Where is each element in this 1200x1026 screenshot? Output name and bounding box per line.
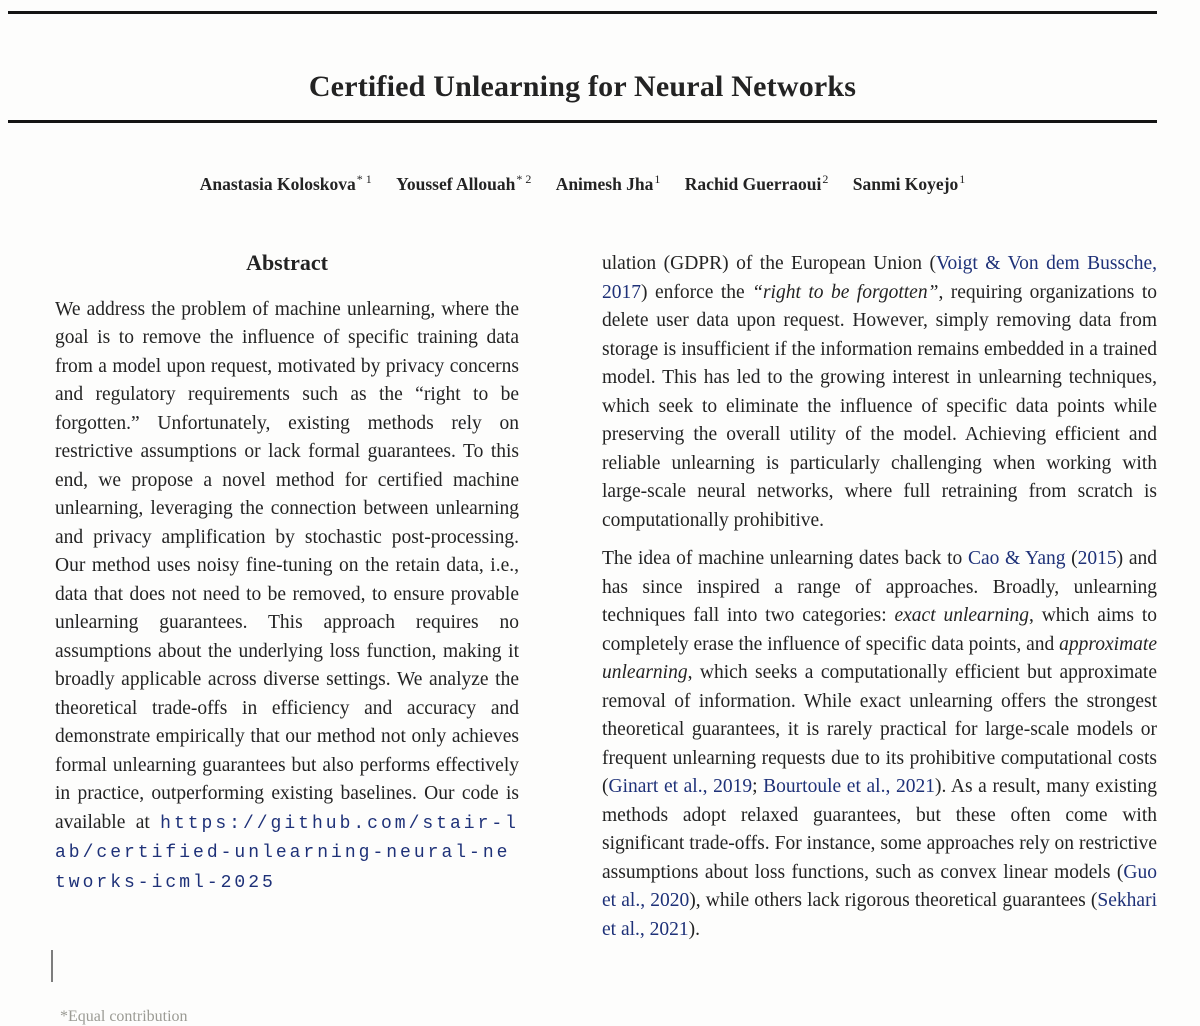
text-segment: ), while others lack rigorous theoretical guarantees (: [689, 890, 1098, 911]
text-segment: The idea of machine unlearning dates back to: [602, 548, 968, 569]
author-superscript: * 1: [356, 172, 372, 187]
text-segment: exact unlearning: [894, 605, 1030, 626]
text-segment: ;: [752, 776, 764, 797]
code-repository-link[interactable]: https://github.com/stair-lab/certified-unlearning-neural-networks-icml-2025: [55, 813, 519, 893]
author-superscript: * 2: [516, 172, 532, 187]
text-segment: , which aims to completely erase the influence of specific data points, and: [602, 605, 1158, 655]
paper-title: Certified Unlearning for Neural Networks: [308, 70, 857, 104]
text-segment: ). As a result, many existing methods adopt relaxed guarantees, but these often come with significant trade-offs. For instance, some approaches rely on restrictive assumptions about loss functions, such as convex linear models (: [602, 776, 1157, 883]
author-superscript: 2: [822, 172, 829, 187]
citation-partial-clipped[interactable]: Sekhari et al., 2021: [602, 890, 1157, 940]
abstract-heading: Abstract: [246, 250, 328, 275]
text-segment: approximate unlearning: [602, 633, 1157, 683]
author-name: Youssef Allouah: [396, 174, 516, 194]
citation-cao-yang-year[interactable]: 2015: [1077, 548, 1117, 569]
author-name: Animesh Jha: [555, 174, 654, 194]
text-segment: ).: [688, 918, 701, 940]
citation-guo-2020[interactable]: Guo et al., 2020: [602, 861, 1157, 911]
author-superscript: 1: [654, 172, 661, 187]
author-5: [853, 174, 966, 194]
text-segment: (: [1065, 548, 1078, 569]
citation-voigt-von-dem-bussche-2017[interactable]: Voigt & Von dem Bussche, 2017: [602, 253, 1157, 303]
authors-row: [8, 174, 1157, 195]
author-4: [685, 174, 829, 194]
text-segment: We address the problem of machine unlearning, where the goal is to remove the influence of specific training data from a model upon request, motivated by privacy concerns and regulatory requirements such as the “right to be forgotten.” Unfortunately, existing methods rely on restrictive assumptions or lack formal guarantees. To this end, we propose a novel method for certified machine unlearning, leveraging the connection between unlearning and privacy amplification by stochastic post-processing. Our method uses noisy fine-tuning on the retain data, i.e., data that does not need to be removed, to ensure provable unlearning guarantees. This approach requires no assumptions about the underlying loss function, making it broadly applicable across diverse settings. We analyze the theoretical trade-offs in efficiency and accuracy and demonstrate empirically that our method not only achieves formal unlearning guarantees but also performs effectively in practice, outperforming existing baselines. Our code is available at: [55, 298, 519, 833]
author-name: Sanmi Koyejo: [852, 174, 959, 194]
text-segment: , requiring organizations to delete user data upon request. However, simply removing data from storage is insufficient if the information remains embedded in a trained model. This has led to the growing interest in unlearning techniques, which seek to eliminate the influence of specific data points while preserving the overall utility of the model. Achieving efficient and reliable unlearning is particularly challenging when working with large-scale neural networks, where full retraining from scratch is computationally prohibitive.: [602, 281, 1158, 531]
author-name: Anastasia Koloskova: [199, 174, 356, 194]
right-column: [602, 250, 1157, 944]
clipped-footnote-line: *Equal contribution: [60, 1008, 188, 1025]
left-column: [55, 250, 519, 917]
text-cursor: [51, 950, 53, 982]
text-segment: , which seeks a computationally efficient but approximate removal of information. While exact unlearning offers the strongest theoretical guarantees, it is rarely practical for large-scale models or frequent unlearning requests due to its prohibitive computational costs (: [602, 662, 1157, 797]
citation-cao-yang[interactable]: Cao & Yang: [967, 548, 1066, 569]
text-segment: ) and has since inspired a range of approaches. Broadly, unlearning techniques fall into two categories:: [602, 548, 1158, 626]
author-superscript: 1: [959, 172, 966, 187]
intro-paragraph-2: [602, 545, 1157, 944]
citation-bourtoule-2021[interactable]: Bourtoule et al., 2021: [763, 776, 935, 797]
author-1: [200, 174, 372, 194]
text-segment: ) enforce the: [641, 281, 753, 303]
abstract-body: [55, 296, 519, 898]
top-rule: [8, 11, 1157, 14]
citation-ginart-2019[interactable]: Ginart et al., 2019: [608, 776, 753, 797]
author-3: [556, 174, 661, 194]
header-rule: [8, 120, 1157, 123]
intro-paragraph-1: [602, 250, 1157, 535]
author-2: [396, 174, 531, 194]
author-name: Rachid Guerraoui: [684, 174, 822, 194]
text-segment: ulation (GDPR) of the European Union (: [602, 253, 936, 274]
text-segment: “right to be forgotten”: [752, 281, 939, 303]
